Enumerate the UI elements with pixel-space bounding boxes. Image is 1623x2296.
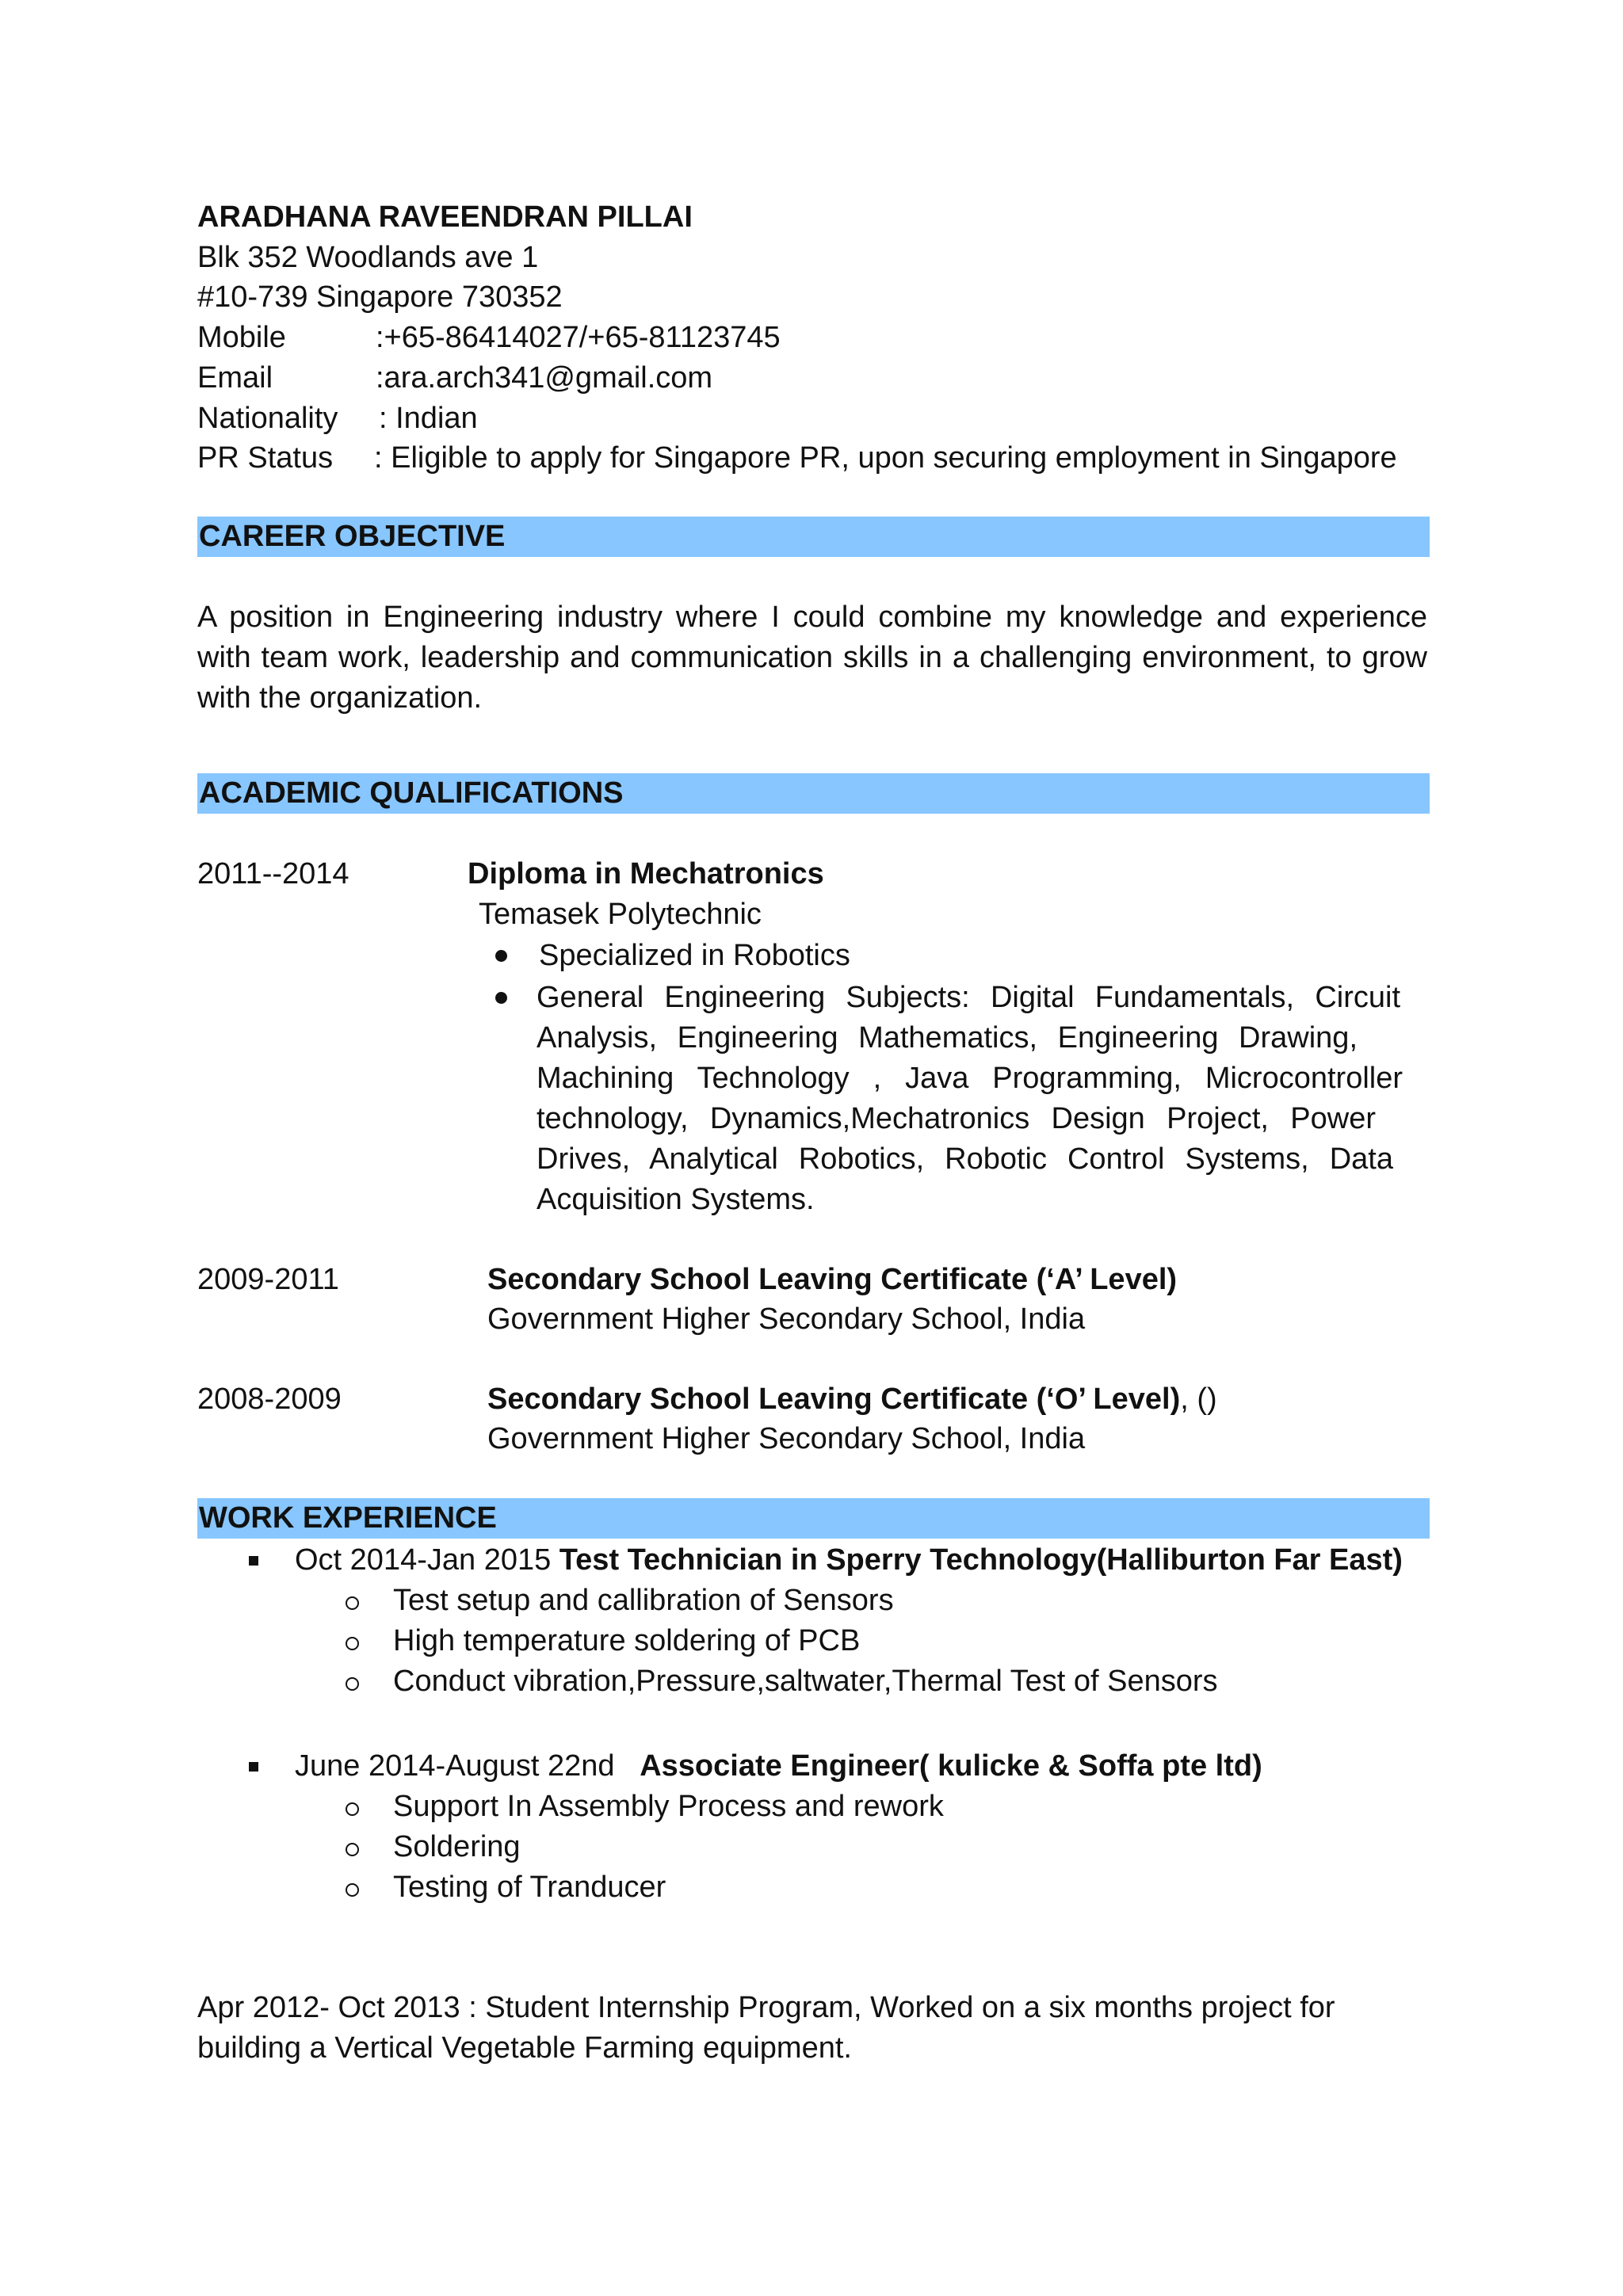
circle-bullet-icon (346, 1596, 359, 1610)
o-level-years: 2008-2009 (197, 1383, 342, 1416)
objective-line-2: with team work, leadership and communication skills in a challenging environment, to grow (197, 641, 1427, 674)
subjects-line-6: Acquisition Systems. (537, 1183, 815, 1216)
circle-bullet-icon (346, 1883, 359, 1897)
internship-line-2: building a Vertical Vegetable Farming equipment. (197, 2031, 852, 2065)
a-level-years: 2009-2011 (197, 1263, 339, 1296)
email-value: :ara.arch341@gmail.com (376, 361, 713, 395)
nationality-value: : Indian (379, 402, 478, 435)
diploma-title: Diploma in Mechatronics (468, 857, 824, 891)
circle-bullet-icon (346, 1677, 359, 1691)
a-level-school: Government Higher Secondary School, India (487, 1302, 1086, 1336)
o-level-suffix: , () (1180, 1383, 1217, 1416)
objective-line-1: A position in Engineering industry where I could combine my knowledge and experience (197, 601, 1427, 634)
job-1-role: Test Technician in Sperry Technology(Halliburton Far East) (559, 1543, 1403, 1577)
o-level-title: Secondary School Leaving Certificate (‘O’ Level) (487, 1383, 1181, 1416)
objective-line-3: with the organization. (197, 681, 483, 715)
job-1-line (295, 1540, 1403, 1581)
a-level-title: Secondary School Leaving Certificate (‘A’ Level) (487, 1263, 1178, 1296)
circle-bullet-icon (346, 1637, 359, 1650)
subjects-line-3: Machining Technology , Java Programming, Microcontroller (537, 1062, 1403, 1095)
job-1-task-3: Conduct vibration,Pressure,saltwater,Thermal Test of Sensors (393, 1665, 1218, 1698)
job-2-task-1: Support In Assembly Process and rework (393, 1790, 944, 1823)
job-1-task-1: Test setup and callibration of Sensors (393, 1584, 894, 1617)
o-level-school: Government Higher Secondary School, India (487, 1422, 1086, 1455)
job-1-task-2: High temperature soldering of PCB (393, 1624, 861, 1657)
bullet-dot-icon (495, 992, 507, 1004)
address-line-2: #10-739 Singapore 730352 (197, 280, 563, 314)
subjects-line-1: General Engineering Subjects: Digital Fundamentals, Circuit (537, 981, 1400, 1014)
subjects-line-4: technology, Dynamics,Mechatronics Design Project, Power (537, 1102, 1376, 1135)
pr-status-value: : Eligible to apply for Singapore PR, upon securing employment in Singapore (374, 441, 1397, 475)
address-line-1: Blk 352 Woodlands ave 1 (197, 241, 539, 274)
pr-status-label: PR Status (197, 441, 334, 475)
candidate-name: ARADHANA RAVEENDRAN PILLAI (197, 200, 693, 234)
nationality-label: Nationality (197, 402, 338, 435)
circle-bullet-icon (346, 1802, 359, 1816)
square-bullet-icon (249, 1556, 258, 1566)
subjects-line-2: Analysis, Engineering Mathematics, Engineering Drawing, (537, 1021, 1358, 1055)
diploma-specialization: Specialized in Robotics (539, 939, 850, 972)
job-2-task-3: Testing of Tranducer (393, 1871, 666, 1904)
work-experience-heading: WORK EXPERIENCE (197, 1498, 1430, 1539)
internship-line-1: Apr 2012- Oct 2013 : Student Internship Program, Worked on a six months project for (197, 1991, 1335, 2024)
academic-heading: ACADEMIC QUALIFICATIONS (197, 773, 1430, 814)
job-2-period: June 2014-August 22nd (295, 1749, 640, 1783)
circle-bullet-icon (346, 1843, 359, 1856)
diploma-years: 2011--2014 (197, 857, 349, 891)
job-2-role: Associate Engineer( kulicke & Soffa pte ltd) (640, 1749, 1262, 1783)
subjects-line-5: Drives, Analytical Robotics, Robotic Control Systems, Data (537, 1142, 1393, 1176)
square-bullet-icon (249, 1762, 258, 1772)
mobile-label: Mobile (197, 321, 286, 354)
job-2-line (295, 1746, 1262, 1787)
job-2-task-2: Soldering (393, 1830, 521, 1863)
mobile-value: :+65-86414027/+65-81123745 (376, 321, 781, 354)
job-1-period: Oct 2014-Jan 2015 (295, 1543, 559, 1577)
email-label: Email (197, 361, 273, 395)
diploma-school: Temasek Polytechnic (479, 898, 762, 931)
career-objective-heading: CAREER OBJECTIVE (197, 517, 1430, 557)
o-level-line (487, 1379, 1217, 1420)
bullet-dot-icon (495, 950, 507, 962)
